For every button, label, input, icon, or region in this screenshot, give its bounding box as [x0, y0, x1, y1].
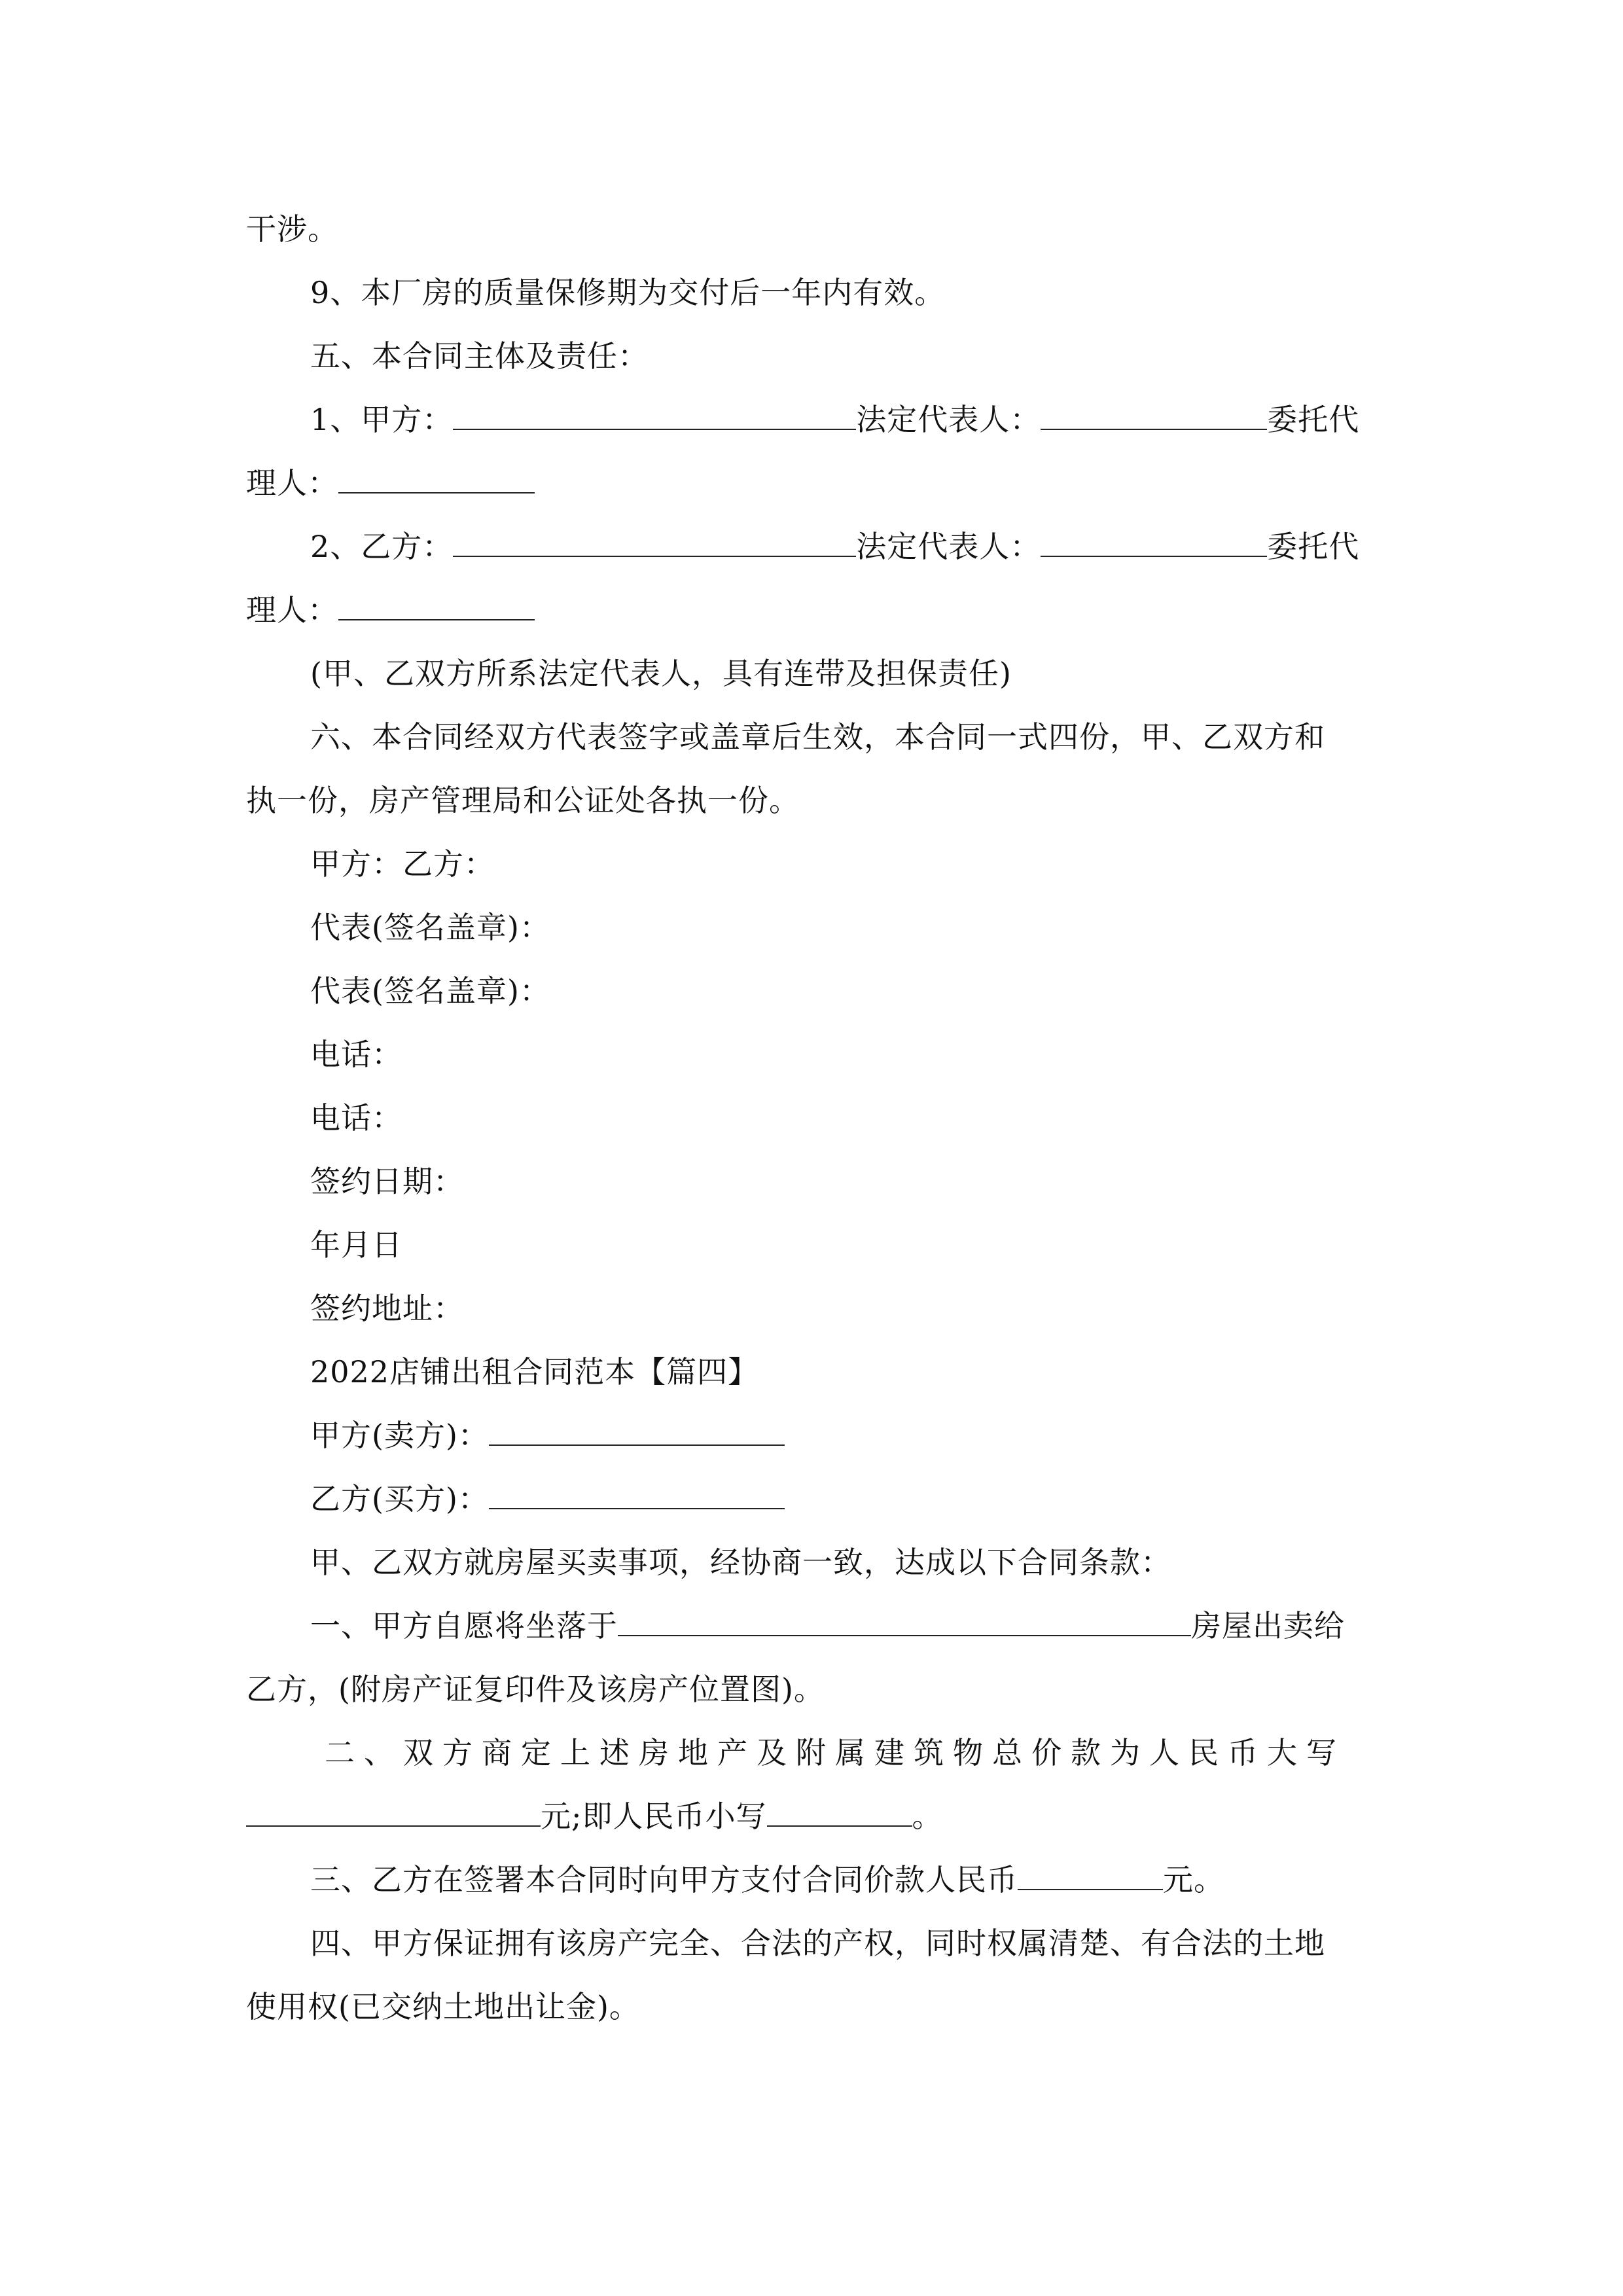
text: 使用权(已交纳土地出让金)。 [246, 1989, 640, 2024]
address-label [310, 1289, 464, 1328]
blank-field [246, 1797, 541, 1827]
phone-label [310, 1098, 402, 1138]
price-line [246, 1797, 943, 1836]
text: 干涉。 [246, 211, 338, 247]
blank-field [767, 1797, 912, 1827]
signature-label [310, 971, 550, 1011]
label: 法定代表人： [856, 529, 1041, 564]
text: 年月日 [310, 1227, 402, 1263]
text: 签约地址： [310, 1291, 464, 1326]
label: 1、甲方： [310, 402, 454, 437]
text: 二、双方商定上述房地产及附属建筑物总价款为人民币大写 [325, 1735, 1346, 1770]
paragraph [246, 1987, 640, 2026]
label: 元;即人民币小写 [541, 1799, 767, 1834]
label: 委托代 [1267, 529, 1360, 564]
agent-line [246, 590, 535, 630]
text: (甲、乙双方所系法定代表人，具有连带及担保责任) [310, 656, 1012, 691]
text: 9、本厂房的质量保修期为交付后一年内有效。 [310, 275, 946, 310]
label: 房屋出卖给 [1191, 1608, 1345, 1643]
text: 四、甲方保证拥有该房产完全、合法的产权，同时权属清楚、有合法的土地 [310, 1926, 1325, 1961]
blank-field [1041, 527, 1267, 557]
label: 元。 [1163, 1862, 1224, 1897]
blank-field [489, 1416, 785, 1446]
agent-line [246, 463, 535, 503]
blank-field [1018, 1860, 1163, 1890]
section-heading [310, 336, 649, 376]
paragraph [310, 273, 945, 312]
paragraph [246, 1670, 825, 1709]
document-title [310, 1352, 758, 1391]
blank-field [338, 590, 535, 620]
text: 六、本合同经双方代表签字或盖章后生效，本合同一式四份，甲、乙双方和 [310, 719, 1325, 755]
text: 电话： [310, 1037, 402, 1072]
paragraph [310, 1543, 1171, 1582]
blank-field [489, 1479, 785, 1509]
date-placeholder [310, 1225, 402, 1265]
label: 一、甲方自愿将坐落于 [310, 1608, 618, 1643]
label: 理人： [246, 592, 338, 628]
blank-field [338, 463, 535, 493]
label: 三、乙方在签署本合同时向甲方支付合同价款人民币 [310, 1862, 1018, 1897]
blank-field [453, 400, 856, 430]
label: 甲方(卖方)： [310, 1418, 489, 1453]
text: 甲、乙双方就房屋买卖事项，经协商一致，达成以下合同条款： [310, 1545, 1171, 1580]
clause-3-line [310, 1860, 1224, 1899]
text: 2022店铺出租合同范本【篇四】 [310, 1354, 759, 1390]
label: 。 [912, 1799, 943, 1834]
paragraph [310, 1924, 1325, 1963]
blank-field [453, 527, 856, 557]
paragraph [246, 209, 338, 249]
text: 乙方，(附房产证复印件及该房产位置图)。 [246, 1672, 825, 1707]
text: 执一份，房产管理局和公证处各执一份。 [246, 783, 800, 818]
label: 委托代 [1267, 402, 1360, 437]
party-b-line [310, 527, 1359, 566]
blank-field [618, 1606, 1191, 1636]
text: 电话： [310, 1100, 402, 1136]
party-a-line [310, 400, 1359, 439]
paragraph [246, 781, 800, 820]
text: 代表(签名盖章)： [310, 973, 550, 1009]
blank-field [1041, 400, 1267, 430]
signature-label [310, 844, 495, 884]
date-label [310, 1162, 464, 1201]
text: 代表(签名盖章)： [310, 910, 550, 945]
seller-line [310, 1416, 785, 1455]
paragraph [310, 654, 1012, 693]
phone-label [310, 1035, 402, 1074]
buyer-line [310, 1479, 785, 1518]
text: 签约日期： [310, 1164, 464, 1199]
clause-1-line [310, 1606, 1345, 1645]
label: 2、乙方： [310, 529, 454, 564]
label: 理人： [246, 465, 338, 501]
paragraph [310, 717, 1325, 757]
label: 法定代表人： [856, 402, 1041, 437]
text: 甲方：乙方： [310, 846, 495, 882]
text: 五、本合同主体及责任： [310, 338, 649, 374]
clause-2-line [325, 1733, 1346, 1772]
signature-label [310, 908, 550, 947]
label: 乙方(买方)： [310, 1481, 489, 1516]
